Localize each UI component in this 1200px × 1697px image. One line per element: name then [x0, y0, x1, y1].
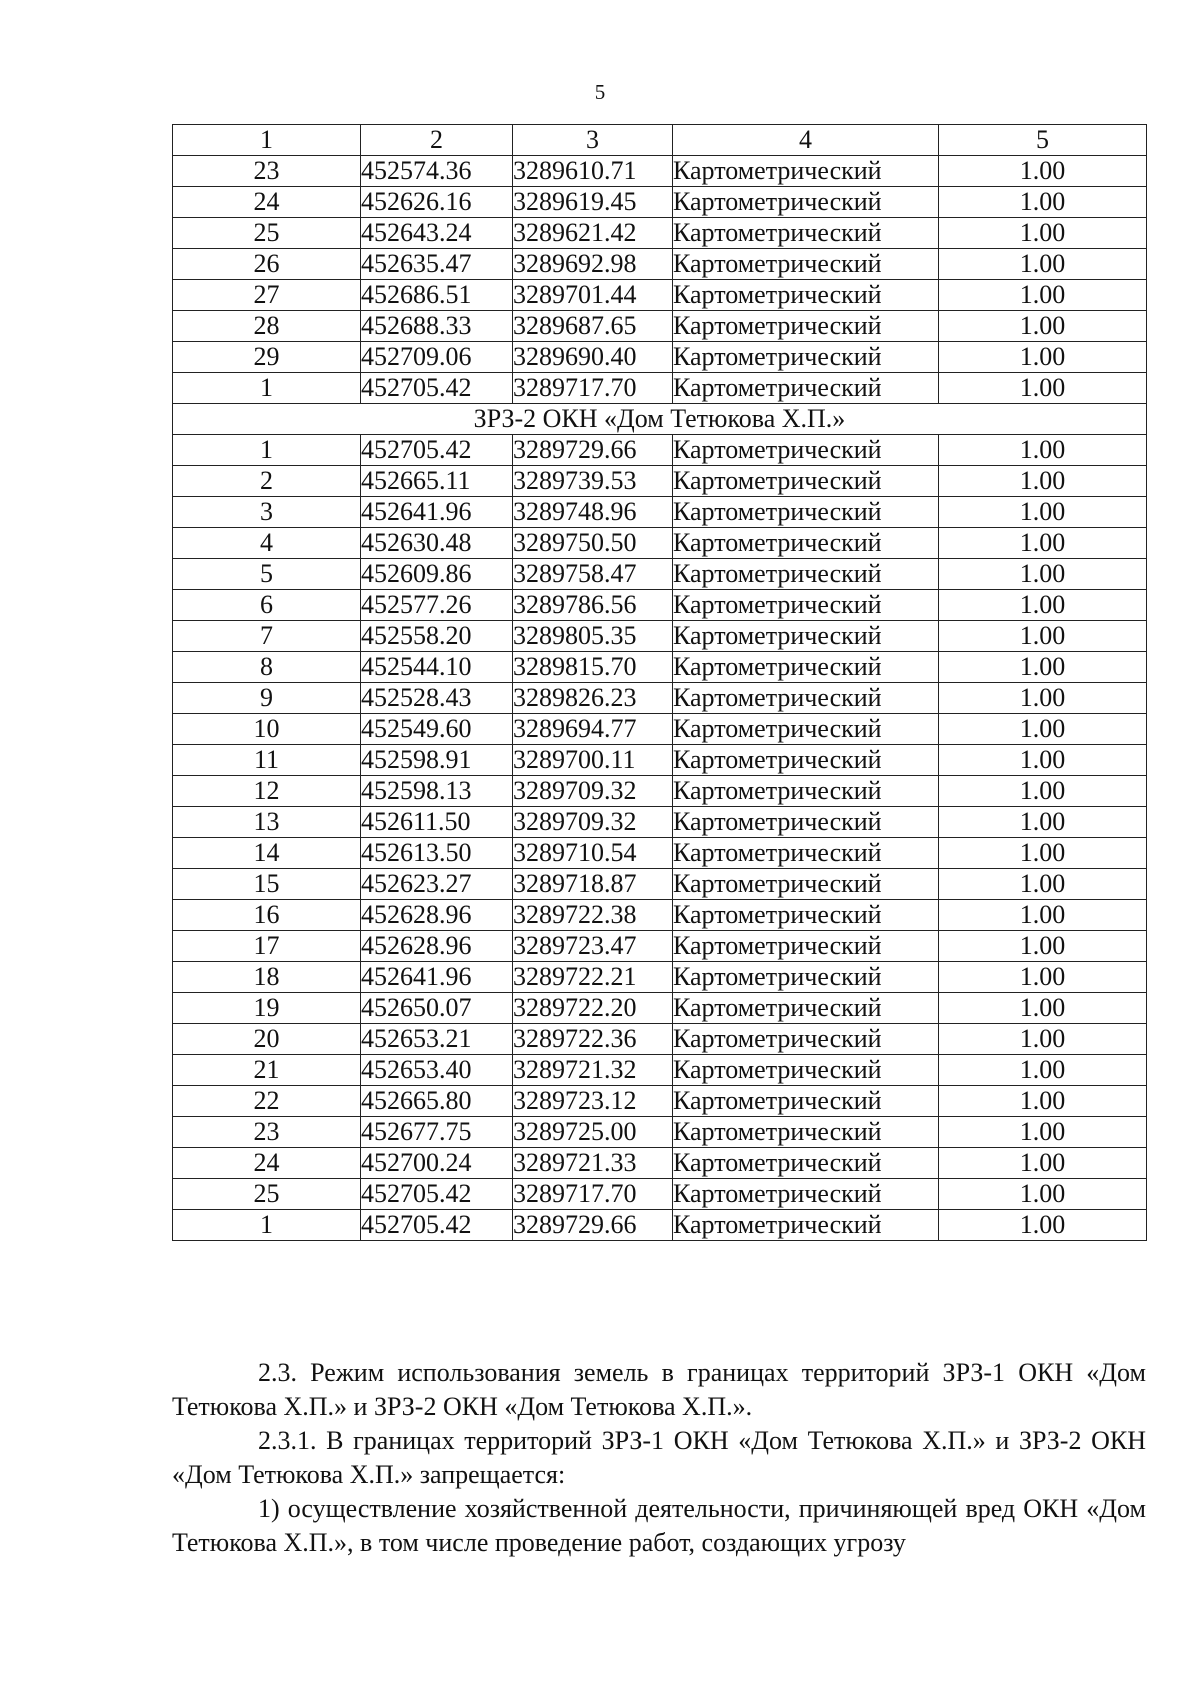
- y-coordinate-cell: 3289709.32: [513, 776, 673, 807]
- accuracy-cell: 1.00: [939, 993, 1147, 1024]
- accuracy-cell: 1.00: [939, 1210, 1147, 1241]
- x-coordinate-cell: 452677.75: [361, 1117, 513, 1148]
- accuracy-cell: 1.00: [939, 900, 1147, 931]
- point-number-cell: 19: [173, 993, 361, 1024]
- point-number-cell: 21: [173, 1055, 361, 1086]
- accuracy-cell: 1.00: [939, 1117, 1147, 1148]
- table-row: [173, 931, 1147, 962]
- table-row: [173, 559, 1147, 590]
- accuracy-cell: 1.00: [939, 1024, 1147, 1055]
- x-coordinate-cell: 452705.42: [361, 435, 513, 466]
- point-number-cell: 11: [173, 745, 361, 776]
- y-coordinate-cell: 3289694.77: [513, 714, 673, 745]
- y-coordinate-cell: 3289701.44: [513, 280, 673, 311]
- point-number-cell: 29: [173, 342, 361, 373]
- table-row: [173, 373, 1147, 404]
- table-row: [173, 776, 1147, 807]
- accuracy-cell: 1.00: [939, 745, 1147, 776]
- method-cell: Картометрический: [673, 466, 939, 497]
- point-number-cell: 17: [173, 931, 361, 962]
- y-coordinate-cell: 3289718.87: [513, 869, 673, 900]
- method-cell: Картометрический: [673, 1117, 939, 1148]
- table-row: [173, 714, 1147, 745]
- point-number-cell: 23: [173, 156, 361, 187]
- table-row: [173, 1148, 1147, 1179]
- x-coordinate-cell: 452653.40: [361, 1055, 513, 1086]
- point-number-cell: 2: [173, 466, 361, 497]
- x-coordinate-cell: 452643.24: [361, 218, 513, 249]
- x-coordinate-cell: 452686.51: [361, 280, 513, 311]
- table-row: [173, 249, 1147, 280]
- method-cell: Картометрический: [673, 249, 939, 280]
- y-coordinate-cell: 3289710.54: [513, 838, 673, 869]
- y-coordinate-cell: 3289619.45: [513, 187, 673, 218]
- y-coordinate-cell: 3289717.70: [513, 373, 673, 404]
- x-coordinate-cell: 452577.26: [361, 590, 513, 621]
- point-number-cell: 24: [173, 187, 361, 218]
- accuracy-cell: 1.00: [939, 1055, 1147, 1086]
- x-coordinate-cell: 452528.43: [361, 683, 513, 714]
- method-cell: Картометрический: [673, 590, 939, 621]
- section-row: [173, 404, 1147, 435]
- table-row: [173, 280, 1147, 311]
- y-coordinate-cell: 3289722.38: [513, 900, 673, 931]
- y-coordinate-cell: 3289687.65: [513, 311, 673, 342]
- table-header-row: [173, 125, 1147, 156]
- method-cell: Картометрический: [673, 156, 939, 187]
- y-coordinate-cell: 3289739.53: [513, 466, 673, 497]
- y-coordinate-cell: 3289805.35: [513, 621, 673, 652]
- accuracy-cell: 1.00: [939, 1086, 1147, 1117]
- point-number-cell: 15: [173, 869, 361, 900]
- paragraph-item-1: [172, 1492, 1146, 1560]
- method-cell: Картометрический: [673, 559, 939, 590]
- x-coordinate-cell: 452705.42: [361, 1210, 513, 1241]
- table-row: [173, 652, 1147, 683]
- method-cell: Картометрический: [673, 931, 939, 962]
- x-coordinate-cell: 452544.10: [361, 652, 513, 683]
- x-coordinate-cell: 452641.96: [361, 962, 513, 993]
- y-coordinate-cell: 3289690.40: [513, 342, 673, 373]
- y-coordinate-cell: 3289725.00: [513, 1117, 673, 1148]
- accuracy-cell: 1.00: [939, 311, 1147, 342]
- x-coordinate-cell: 452665.80: [361, 1086, 513, 1117]
- header-cell: 5: [939, 125, 1147, 156]
- table-row: [173, 342, 1147, 373]
- accuracy-cell: 1.00: [939, 559, 1147, 590]
- x-coordinate-cell: 452623.27: [361, 869, 513, 900]
- table-row: [173, 528, 1147, 559]
- x-coordinate-cell: 452609.86: [361, 559, 513, 590]
- accuracy-cell: 1.00: [939, 683, 1147, 714]
- method-cell: Картометрический: [673, 187, 939, 218]
- point-number-cell: 16: [173, 900, 361, 931]
- header-cell: 4: [673, 125, 939, 156]
- x-coordinate-cell: 452598.13: [361, 776, 513, 807]
- point-number-cell: 25: [173, 1179, 361, 1210]
- y-coordinate-cell: 3289750.50: [513, 528, 673, 559]
- accuracy-cell: 1.00: [939, 807, 1147, 838]
- y-coordinate-cell: 3289722.36: [513, 1024, 673, 1055]
- x-coordinate-cell: 452613.50: [361, 838, 513, 869]
- method-cell: Картометрический: [673, 342, 939, 373]
- point-number-cell: 27: [173, 280, 361, 311]
- accuracy-cell: 1.00: [939, 590, 1147, 621]
- point-number-cell: 22: [173, 1086, 361, 1117]
- table-row: [173, 590, 1147, 621]
- accuracy-cell: 1.00: [939, 249, 1147, 280]
- y-coordinate-cell: 3289826.23: [513, 683, 673, 714]
- table-row: [173, 807, 1147, 838]
- x-coordinate-cell: 452611.50: [361, 807, 513, 838]
- accuracy-cell: 1.00: [939, 931, 1147, 962]
- paragraph-2-3: [172, 1356, 1146, 1424]
- table-row: [173, 900, 1147, 931]
- point-number-cell: 23: [173, 1117, 361, 1148]
- table-row: [173, 156, 1147, 187]
- method-cell: Картометрический: [673, 1210, 939, 1241]
- table-row: [173, 838, 1147, 869]
- point-number-cell: 9: [173, 683, 361, 714]
- x-coordinate-cell: 452709.06: [361, 342, 513, 373]
- point-number-cell: 3: [173, 497, 361, 528]
- x-coordinate-cell: 452688.33: [361, 311, 513, 342]
- x-coordinate-cell: 452641.96: [361, 497, 513, 528]
- paragraph-2-3-1: [172, 1424, 1146, 1492]
- method-cell: Картометрический: [673, 962, 939, 993]
- method-cell: Картометрический: [673, 683, 939, 714]
- method-cell: Картометрический: [673, 373, 939, 404]
- y-coordinate-cell: 3289692.98: [513, 249, 673, 280]
- y-coordinate-cell: 3289815.70: [513, 652, 673, 683]
- method-cell: Картометрический: [673, 652, 939, 683]
- x-coordinate-cell: 452628.96: [361, 900, 513, 931]
- y-coordinate-cell: 3289729.66: [513, 1210, 673, 1241]
- page-number: 5: [594, 80, 606, 104]
- method-cell: Картометрический: [673, 900, 939, 931]
- y-coordinate-cell: 3289758.47: [513, 559, 673, 590]
- point-number-cell: 5: [173, 559, 361, 590]
- accuracy-cell: 1.00: [939, 342, 1147, 373]
- y-coordinate-cell: 3289786.56: [513, 590, 673, 621]
- y-coordinate-cell: 3289729.66: [513, 435, 673, 466]
- method-cell: Картометрический: [673, 869, 939, 900]
- x-coordinate-cell: 452705.42: [361, 1179, 513, 1210]
- table-row: [173, 621, 1147, 652]
- method-cell: Картометрический: [673, 1024, 939, 1055]
- method-cell: Картометрический: [673, 776, 939, 807]
- accuracy-cell: 1.00: [939, 528, 1147, 559]
- table-row: [173, 435, 1147, 466]
- y-coordinate-cell: 3289700.11: [513, 745, 673, 776]
- method-cell: Картометрический: [673, 1086, 939, 1117]
- table-row: [173, 869, 1147, 900]
- method-cell: Картометрический: [673, 714, 939, 745]
- x-coordinate-cell: 452574.36: [361, 156, 513, 187]
- accuracy-cell: 1.00: [939, 156, 1147, 187]
- accuracy-cell: 1.00: [939, 187, 1147, 218]
- x-coordinate-cell: 452700.24: [361, 1148, 513, 1179]
- point-number-cell: 10: [173, 714, 361, 745]
- method-cell: Картометрический: [673, 218, 939, 249]
- x-coordinate-cell: 452598.91: [361, 745, 513, 776]
- y-coordinate-cell: 3289723.12: [513, 1086, 673, 1117]
- y-coordinate-cell: 3289610.71: [513, 156, 673, 187]
- point-number-cell: 7: [173, 621, 361, 652]
- y-coordinate-cell: 3289722.21: [513, 962, 673, 993]
- method-cell: Картометрический: [673, 1179, 939, 1210]
- table-row: [173, 466, 1147, 497]
- header-cell: 1: [173, 125, 361, 156]
- point-number-cell: 24: [173, 1148, 361, 1179]
- accuracy-cell: 1.00: [939, 435, 1147, 466]
- point-number-cell: 1: [173, 1210, 361, 1241]
- method-cell: Картометрический: [673, 280, 939, 311]
- table-row: [173, 1024, 1147, 1055]
- point-number-cell: 6: [173, 590, 361, 621]
- accuracy-cell: 1.00: [939, 962, 1147, 993]
- accuracy-cell: 1.00: [939, 466, 1147, 497]
- y-coordinate-cell: 3289621.42: [513, 218, 673, 249]
- y-coordinate-cell: 3289722.20: [513, 993, 673, 1024]
- y-coordinate-cell: 3289748.96: [513, 497, 673, 528]
- point-number-cell: 28: [173, 311, 361, 342]
- point-number-cell: 25: [173, 218, 361, 249]
- table-row: [173, 187, 1147, 218]
- coordinates-table-body: [173, 125, 1147, 1241]
- table-row: [173, 962, 1147, 993]
- accuracy-cell: 1.00: [939, 621, 1147, 652]
- x-coordinate-cell: 452653.21: [361, 1024, 513, 1055]
- point-number-cell: 1: [173, 373, 361, 404]
- method-cell: Картометрический: [673, 838, 939, 869]
- method-cell: Картометрический: [673, 1148, 939, 1179]
- method-cell: Картометрический: [673, 435, 939, 466]
- point-number-cell: 4: [173, 528, 361, 559]
- method-cell: Картометрический: [673, 621, 939, 652]
- x-coordinate-cell: 452650.07: [361, 993, 513, 1024]
- x-coordinate-cell: 452705.42: [361, 373, 513, 404]
- x-coordinate-cell: 452549.60: [361, 714, 513, 745]
- table-row: [173, 1210, 1147, 1241]
- accuracy-cell: 1.00: [939, 218, 1147, 249]
- accuracy-cell: 1.00: [939, 652, 1147, 683]
- x-coordinate-cell: 452626.16: [361, 187, 513, 218]
- method-cell: Картометрический: [673, 497, 939, 528]
- point-number-cell: 8: [173, 652, 361, 683]
- accuracy-cell: 1.00: [939, 373, 1147, 404]
- table-row: [173, 683, 1147, 714]
- accuracy-cell: 1.00: [939, 1148, 1147, 1179]
- accuracy-cell: 1.00: [939, 869, 1147, 900]
- table-row: [173, 1179, 1147, 1210]
- table-row: [173, 993, 1147, 1024]
- accuracy-cell: 1.00: [939, 280, 1147, 311]
- table-row: [173, 1086, 1147, 1117]
- method-cell: Картометрический: [673, 807, 939, 838]
- accuracy-cell: 1.00: [939, 776, 1147, 807]
- table-row: [173, 497, 1147, 528]
- y-coordinate-cell: 3289717.70: [513, 1179, 673, 1210]
- point-number-cell: 26: [173, 249, 361, 280]
- accuracy-cell: 1.00: [939, 838, 1147, 869]
- table-row: [173, 1055, 1147, 1086]
- coordinates-table: [172, 124, 1147, 1241]
- table-row: [173, 218, 1147, 249]
- paragraph-text: 1) осуществление хозяйственной деятельности, причиняющей вред ОКН «Дом Тетюкова Х.П.», в том числе проведение работ, создающих угрозу: [172, 1494, 1146, 1557]
- y-coordinate-cell: 3289721.33: [513, 1148, 673, 1179]
- x-coordinate-cell: 452558.20: [361, 621, 513, 652]
- accuracy-cell: 1.00: [939, 714, 1147, 745]
- method-cell: Картометрический: [673, 311, 939, 342]
- x-coordinate-cell: 452630.48: [361, 528, 513, 559]
- y-coordinate-cell: 3289709.32: [513, 807, 673, 838]
- accuracy-cell: 1.00: [939, 497, 1147, 528]
- table-row: [173, 745, 1147, 776]
- header-cell: 2: [361, 125, 513, 156]
- point-number-cell: 20: [173, 1024, 361, 1055]
- table-row: [173, 1117, 1147, 1148]
- table-row: [173, 311, 1147, 342]
- point-number-cell: 18: [173, 962, 361, 993]
- point-number-cell: 14: [173, 838, 361, 869]
- method-cell: Картометрический: [673, 1055, 939, 1086]
- method-cell: Картометрический: [673, 993, 939, 1024]
- point-number-cell: 12: [173, 776, 361, 807]
- point-number-cell: 1: [173, 435, 361, 466]
- section-title: ЗРЗ-2 ОКН «Дом Тетюкова Х.П.»: [173, 404, 1147, 435]
- accuracy-cell: 1.00: [939, 1179, 1147, 1210]
- method-cell: Картометрический: [673, 745, 939, 776]
- paragraph-text: 2.3.1. В границах территорий ЗРЗ-1 ОКН «Дом Тетюкова Х.П.» и ЗРЗ-2 ОКН «Дом Тетюкова Х.П.» запрещается:: [172, 1426, 1146, 1489]
- y-coordinate-cell: 3289721.32: [513, 1055, 673, 1086]
- point-number-cell: 13: [173, 807, 361, 838]
- method-cell: Картометрический: [673, 528, 939, 559]
- x-coordinate-cell: 452628.96: [361, 931, 513, 962]
- x-coordinate-cell: 452665.11: [361, 466, 513, 497]
- x-coordinate-cell: 452635.47: [361, 249, 513, 280]
- paragraph-text: 2.3. Режим использования земель в границах территорий ЗРЗ-1 ОКН «Дом Тетюкова Х.П.» и ЗРЗ-2 ОКН «Дом Тетюкова Х.П.».: [172, 1358, 1146, 1421]
- header-cell: 3: [513, 125, 673, 156]
- y-coordinate-cell: 3289723.47: [513, 931, 673, 962]
